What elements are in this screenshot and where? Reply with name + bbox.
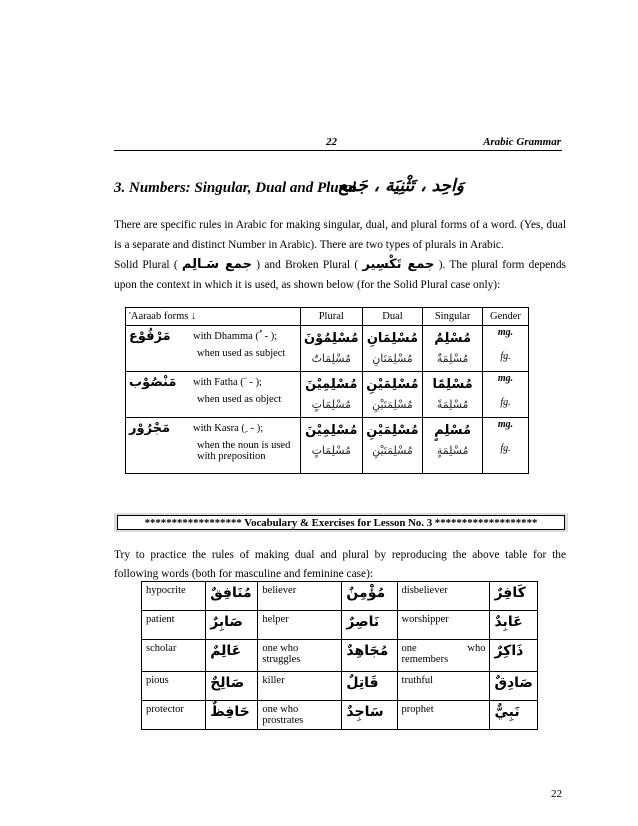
vocab-english: helper	[258, 611, 342, 640]
case-usage: when used as subject	[197, 348, 286, 359]
remembers-word-3: remembers	[401, 654, 449, 665]
dual-cell	[362, 326, 423, 372]
dual-cell	[362, 418, 423, 474]
vocab-arabic: صَالِحٌ	[206, 672, 258, 701]
case-cell	[126, 418, 301, 474]
remembers-word-2: who	[467, 643, 486, 654]
vocab-arabic: نَاصِرٌ	[342, 611, 397, 640]
singular-feminine: مُسْلِمَةً	[436, 398, 469, 411]
vocab-arabic: عَابِدٌ	[490, 611, 538, 640]
section-heading	[114, 176, 562, 204]
vocab-arabic: صَابِرٌ	[206, 611, 258, 640]
case-name-arabic: مَرْفُوْع	[129, 328, 171, 344]
gender-cell	[482, 372, 528, 418]
vocab-arabic: حَافِظٌ	[206, 701, 258, 730]
plural-feminine: مُسْلِمَاتٌ	[311, 352, 351, 365]
singular-cell	[423, 326, 483, 372]
intro-paragraph	[114, 216, 566, 295]
exercise-paragraph	[114, 546, 566, 583]
intro-sentence-1: There are specific rules in Arabic for making singular, dual, and plural forms of a word. (Yes, dual is a separate and distinct Number in Arabic). There are two types of plurals in Arabic.	[114, 219, 566, 251]
dual-feminine: مُسْلِمَتَانِ	[372, 352, 413, 365]
vocab-english: believer	[258, 582, 342, 611]
plural-masculine: مُسْلِمِيْنَ	[305, 423, 358, 438]
singular-feminine: مُسْلِمَةٍ	[436, 444, 469, 457]
vocab-row	[142, 582, 538, 611]
vocab-english: worshipper	[397, 611, 490, 640]
header-book-title: Arabic Grammar	[483, 136, 561, 148]
gender-mg: mg.	[497, 327, 514, 338]
intro-text-c: ). The plural form depends upon the context in which it is used, as shown below (for the Solid Plural case only):	[114, 259, 566, 291]
gender-fg: fg.	[500, 351, 511, 362]
vocab-english: protector	[142, 701, 206, 730]
vocab-arabic: قَاتِلٌ	[342, 672, 397, 701]
dual-feminine: مُسْلِمَتَيْنِ	[372, 398, 413, 411]
case-cell	[126, 326, 301, 372]
gender-mg: mg.	[497, 373, 514, 384]
vocab-english: truthful	[397, 672, 490, 701]
dual-cell	[362, 372, 423, 418]
singular-cell	[423, 418, 483, 474]
vocab-arabic: مُؤْمِنٌ	[342, 582, 397, 611]
broken-plural-arabic: جمع تَكْسِير	[362, 257, 435, 272]
solid-plural-arabic: جمع سَـالِم	[181, 257, 252, 272]
vocab-english: killer	[258, 672, 342, 701]
dual-masculine: مُسْلِمَانِ	[366, 331, 419, 346]
plural-cell	[301, 372, 363, 418]
singular-feminine: مُسْلِمَةٌ	[436, 352, 469, 365]
header-singular: Singular	[423, 308, 483, 326]
section-title: 3. Numbers: Singular, Dual and Plural	[114, 180, 357, 196]
vocab-english: one who struggles	[258, 640, 342, 672]
gender-cell	[482, 326, 528, 372]
plural-masculine: مُسْلِمُوْنَ	[304, 331, 359, 346]
vocab-arabic: نَبِيٌّ	[490, 701, 538, 730]
vocab-row	[142, 611, 538, 640]
vocabulary-banner	[114, 513, 568, 532]
vocab-english: disbeliever	[397, 582, 490, 611]
vocab-arabic: ذَاكِرٌ	[490, 640, 538, 672]
plural-cell	[301, 418, 363, 474]
vocabulary-banner-text: ****************** Vocabulary & Exercises for Lesson No. 3 *******************	[117, 515, 565, 530]
aaraab-row-marfoo	[126, 326, 529, 372]
plural-feminine: مُسْلِمَاتٍ	[311, 398, 351, 411]
aaraab-header-row	[126, 308, 529, 326]
intro-sentence-2	[114, 255, 566, 295]
gender-mg: mg.	[497, 419, 514, 430]
singular-cell	[423, 372, 483, 418]
header-aaraab-forms: 'Aaraab forms ↓	[126, 308, 301, 326]
vocab-arabic: مُنَافِقٌ	[206, 582, 258, 611]
aaraab-row-majroor	[126, 418, 529, 474]
vocab-english	[397, 640, 490, 672]
vocab-english: pious	[142, 672, 206, 701]
vocab-arabic: مُجَاهِدٌ	[342, 640, 397, 672]
plural-feminine: مُسْلِمَاتٍ	[311, 444, 351, 457]
gender-fg: fg.	[500, 443, 511, 454]
vocabulary-table	[141, 581, 538, 730]
aaraab-table	[125, 307, 529, 474]
vocab-english: hypocrite	[142, 582, 206, 611]
vocab-row	[142, 701, 538, 730]
vocab-arabic: عَالِمٌ	[206, 640, 258, 672]
case-marker: with Dhamma ( ُ - );	[193, 331, 278, 342]
header-rule	[114, 150, 562, 151]
vocab-row	[142, 672, 538, 701]
header-gender: Gender	[482, 308, 528, 326]
header-page-number: 22	[326, 136, 337, 148]
vocab-arabic: سَاجِدٌ	[342, 701, 397, 730]
plural-cell	[301, 326, 363, 372]
dual-masculine: مُسْلِمَيْنِ	[366, 423, 419, 438]
remembers-word-1: one	[401, 643, 417, 654]
section-title-arabic: وَاحِد ، تَثْنِيَة ، جَمع	[338, 176, 464, 196]
gender-fg: fg.	[500, 397, 511, 408]
case-marker: with Kasra ( ِ - );	[193, 423, 264, 434]
case-name-arabic: مَنْصُوْب	[129, 374, 177, 390]
case-name-arabic: مَجْرُوْر	[129, 420, 171, 436]
vocab-english: scholar	[142, 640, 206, 672]
header-dual: Dual	[362, 308, 423, 326]
footer-page-number: 22	[551, 788, 562, 800]
vocab-arabic: صَادِقٌ	[490, 672, 538, 701]
singular-masculine: مُسْلِمٍ	[434, 423, 472, 438]
exercise-text: Try to practice the rules of making dual and plural by reproducing the above table for the following words (both for masculine and feminine case):	[114, 549, 566, 580]
dual-masculine: مُسْلِمَيْنِ	[366, 377, 419, 392]
vocab-english: patient	[142, 611, 206, 640]
case-usage: when the noun is used with preposition	[197, 440, 291, 462]
gender-cell	[482, 418, 528, 474]
case-cell	[126, 372, 301, 418]
intro-text-a: Solid Plural (	[114, 259, 182, 271]
singular-masculine: مُسْلِمًا	[432, 377, 473, 392]
intro-text-b: ) and Broken Plural (	[252, 259, 363, 271]
case-usage: when used as object	[197, 394, 282, 405]
vocab-row	[142, 640, 538, 672]
header-plural: Plural	[301, 308, 363, 326]
plural-masculine: مُسْلِمِيْنَ	[305, 377, 358, 392]
case-marker: with Fatha ( َ - );	[193, 377, 262, 388]
dual-feminine: مُسْلِمَتَيْنِ	[372, 444, 413, 457]
aaraab-row-mansoob	[126, 372, 529, 418]
vocab-english: one who prostrates	[258, 701, 342, 730]
vocab-arabic: كَافِرٌ	[490, 582, 538, 611]
singular-masculine: مُسْلِمٌ	[434, 331, 472, 346]
vocab-english: prophet	[397, 701, 490, 730]
